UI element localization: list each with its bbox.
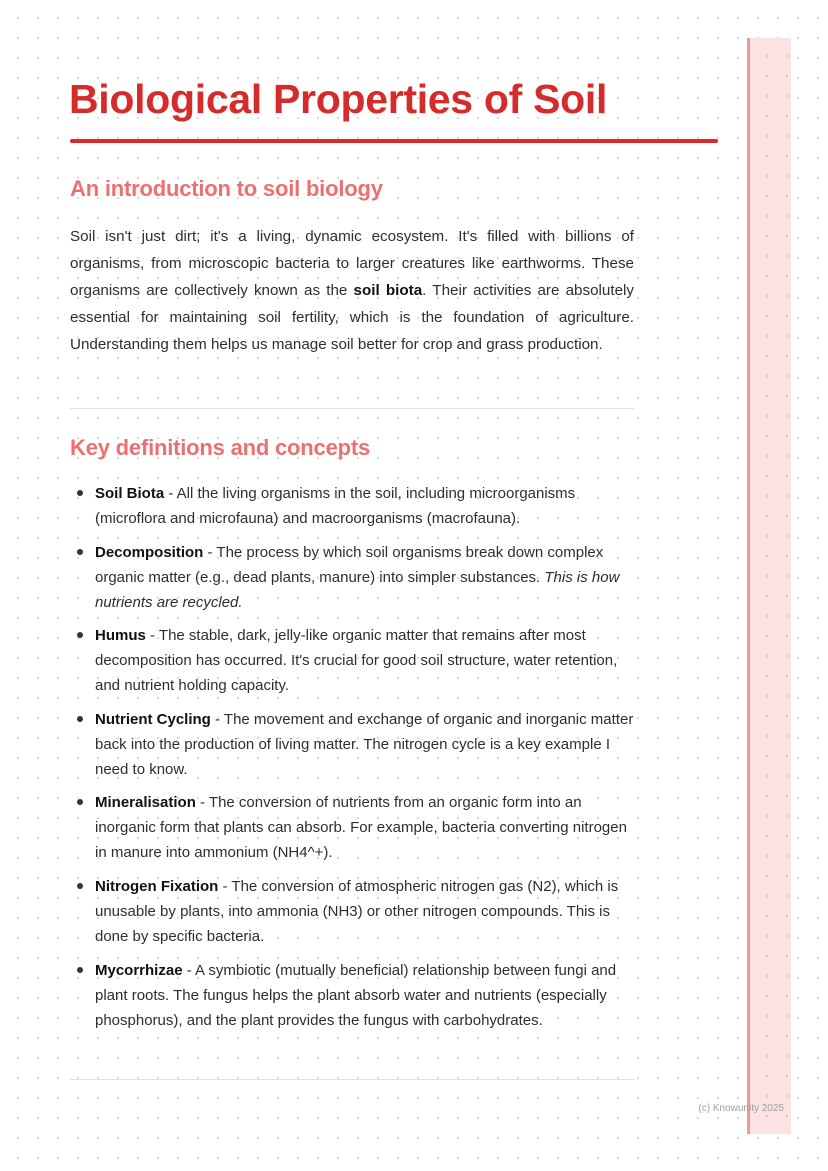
intro-bold-term: soil biota	[353, 282, 423, 299]
definition-text: - All the living organisms in the soil, including microorganisms (microflora and microfauna) and macroorganisms (macrofauna).	[95, 485, 576, 527]
definition-term: Mycorrhizae	[95, 961, 183, 979]
title-underline	[70, 139, 718, 143]
list-item	[70, 958, 635, 1033]
list-item	[70, 874, 635, 949]
definition-text: - A symbiotic (mutually beneficial) relationship between fungi and plant roots. The fungus helps the plant absorb water and nutrients (especially phosphorus), and the plant provides the fungus with carbohydrates.	[95, 961, 617, 1029]
intro-heading: An introduction to soil biology	[70, 176, 383, 201]
page-title: Biological Properties of Soil	[69, 76, 608, 122]
section-divider	[70, 408, 634, 409]
copyright-notice: (c) Knowunity 2025	[698, 1103, 784, 1114]
definition-text: - The conversion of nutrients from an organic form into an inorganic form that plants can absorb. For example, bacteria converting nitrogen in manure into ammonium (NH4^+).	[95, 794, 627, 862]
bottom-divider	[70, 1079, 634, 1080]
definition-italic: This is how nutrients are recycled.	[95, 568, 620, 611]
intro-text-before: Soil isn't just dirt; it's a living, dynamic ecosystem. It's filled with billions of organisms, from microscopic bacteria to larger creatures like earthworms. These organisms are collectively known as the	[70, 228, 634, 299]
list-item	[70, 707, 635, 782]
definition-term: Nutrient Cycling	[95, 710, 211, 728]
definition-text: - The movement and exchange of organic and inorganic matter back into the production of living matter. The nitrogen cycle is a key example I need to know.	[95, 710, 634, 778]
definition-text: - The process by which soil organisms break down complex organic matter (e.g., dead plants, manure) into simpler substances.	[95, 543, 604, 586]
notebook-margin-strip	[749, 38, 791, 1134]
bullet-dot	[77, 716, 83, 722]
definitions-heading: Key definitions and concepts	[70, 435, 371, 460]
definition-text: - The conversion of atmospheric nitrogen gas (N2), which is unusable by plants, into ammonia (NH3) or other nitrogen compounds. This is done by specific bacteria.	[95, 877, 619, 945]
definitions-list	[70, 481, 635, 1041]
bullet-dot	[77, 799, 83, 805]
bullet-dot	[77, 490, 83, 496]
list-item	[70, 481, 635, 531]
definition-text: - The stable, dark, jelly-like organic matter that remains after most decomposition has occurred. It's crucial for good soil structure, water retention, and nutrient holding capacity.	[95, 627, 618, 695]
definition-term: Nitrogen Fixation	[95, 877, 219, 895]
intro-paragraph	[70, 223, 634, 358]
definition-term: Mineralisation	[95, 794, 196, 812]
definition-term: Soil Biota	[95, 485, 165, 502]
bullet-dot	[77, 549, 83, 555]
bullet-dot	[77, 967, 83, 973]
definition-term: Humus	[95, 627, 146, 645]
list-item	[70, 623, 635, 698]
notebook-margin-line	[747, 38, 750, 1134]
bullet-dot	[77, 883, 83, 889]
list-item	[70, 790, 635, 865]
list-item	[70, 540, 635, 615]
bullet-dot	[77, 632, 83, 638]
intro-text-after: . Their activities are absolutely essential for maintaining soil fertility, which is the foundation of agriculture. Understanding them helps us manage soil better for crop and grass production.	[70, 282, 634, 353]
definition-term: Decomposition	[95, 543, 204, 561]
